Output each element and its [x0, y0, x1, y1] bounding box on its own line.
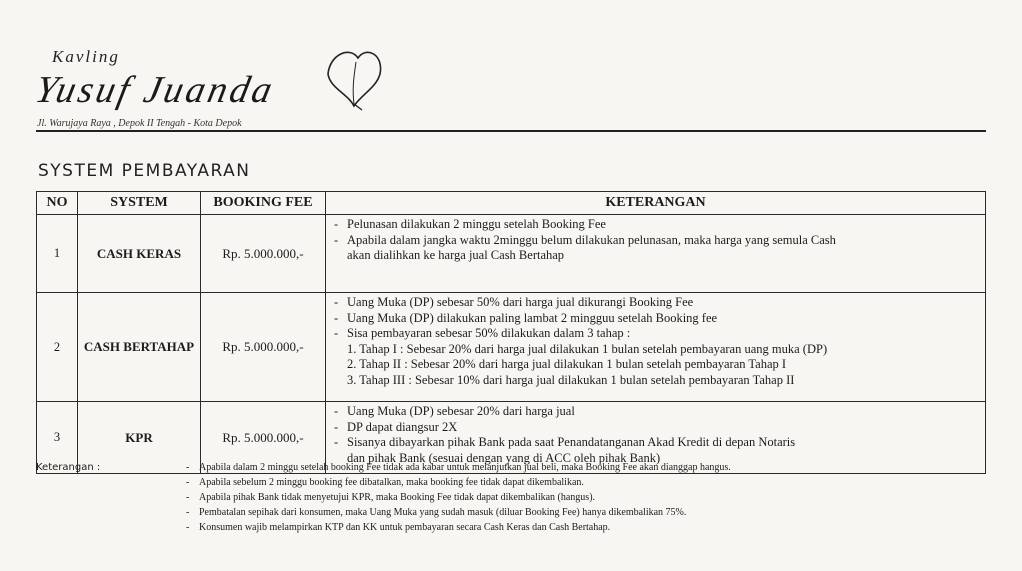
- row-system: CASH KERAS: [78, 215, 201, 293]
- note-item: - Pembatalan sepihak dari konsumen, maka Uang Muka yang sudah masuk (diluar Booking Fee) hanya dikembalikan 75%.: [186, 505, 731, 520]
- row-booking-fee: Rp. 5.000.000,-: [201, 402, 326, 474]
- note-line: - Apabila dalam jangka waktu 2minggu belum dilakukan pelunasan, maka harga yang semula Cash: [334, 233, 979, 249]
- payment-table: [36, 191, 986, 474]
- note-line: - Pelunasan dilakukan 2 minggu setelah Booking Fee: [334, 217, 979, 233]
- header-system: SYSTEM: [78, 192, 201, 215]
- note-item: - Konsumen wajib melampirkan KTP dan KK untuk pembayaran secara Cash Keras dan Cash Bertahap.: [186, 520, 731, 535]
- note-item: - Apabila pihak Bank tidak menyetujui KPR, maka Booking Fee tidak dapat dikembalikan (hangus).: [186, 490, 731, 505]
- row-number: 2: [37, 293, 78, 402]
- note-item: - Apabila dalam 2 minggu setelah booking Fee tidak ada kabar untuk melanjutkan jual beli, maka Booking Fee akan dianggap hangus.: [186, 460, 731, 475]
- note-line: - DP dapat diangsur 2X: [334, 420, 979, 436]
- table-header-row: [37, 192, 986, 215]
- note-line: dan pihak Bank (sesuai dengan yang di ACC oleh pihak Bank): [347, 450, 661, 465]
- note-line: - Uang Muka (DP) dilakukan paling lambat 2 mingguu setelah Booking fee: [334, 311, 979, 327]
- step-line: 1. Tahap I : Sebesar 20% dari harga jual dilakukan 1 bulan setelah pembayaran uang muka (DP): [347, 341, 828, 356]
- note-line: akan dialihkan ke harga jual Cash Bertahap: [347, 248, 565, 262]
- notes-list: [186, 460, 731, 535]
- row-number: 3: [37, 402, 78, 474]
- row-system: KPR: [78, 402, 201, 474]
- note-line: - Sisa pembayaran sebesar 50% dilakukan dalam 3 tahap :: [334, 326, 979, 342]
- row-keterangan: [326, 293, 986, 402]
- header-booking-fee: BOOKING FEE: [201, 192, 326, 215]
- note-line: - Sisanya dibayarkan pihak Bank pada saat Penandatanganan Akad Kredit di depan Notaris: [334, 435, 979, 451]
- section-title: SYSTEM PEMBAYARAN: [38, 161, 251, 181]
- header-divider: [36, 130, 986, 132]
- table-row: [37, 293, 986, 402]
- row-number: 1: [37, 215, 78, 293]
- table-row: [37, 215, 986, 293]
- brand-small: Kavling: [52, 47, 120, 66]
- leaf-logo-icon: [318, 44, 388, 114]
- row-keterangan: [326, 215, 986, 293]
- row-booking-fee: Rp. 5.000.000,-: [201, 215, 326, 293]
- row-system: CASH BERTAHAP: [78, 293, 201, 402]
- row-booking-fee: Rp. 5.000.000,-: [201, 293, 326, 402]
- notes-label: Keterangan :: [36, 462, 101, 473]
- note-item: - Apabila sebelum 2 minggu booking fee dibatalkan, maka booking fee tidak dapat dikembalikan.: [186, 475, 731, 490]
- step-line: 2. Tahap II : Sebesar 20% dari harga jual dilakukan 1 bulan setelah pembayaran Tahap I: [347, 357, 787, 371]
- brand-name: Yusuf Juanda: [31, 69, 279, 111]
- header-keterangan: KETERANGAN: [326, 192, 986, 215]
- note-line: - Uang Muka (DP) sebesar 50% dari harga jual dikurangi Booking Fee: [334, 295, 979, 311]
- company-address: Jl. Warujaya Raya , Depok II Tengah - Kota Depok: [37, 118, 242, 129]
- step-line: 3. Tahap III : Sebesar 10% dari harga jual dilakukan 1 bulan setelah pembayaran Tahap II: [347, 372, 795, 387]
- header-no: NO: [37, 192, 78, 215]
- note-line: - Uang Muka (DP) sebesar 20% dari harga jual: [334, 404, 979, 420]
